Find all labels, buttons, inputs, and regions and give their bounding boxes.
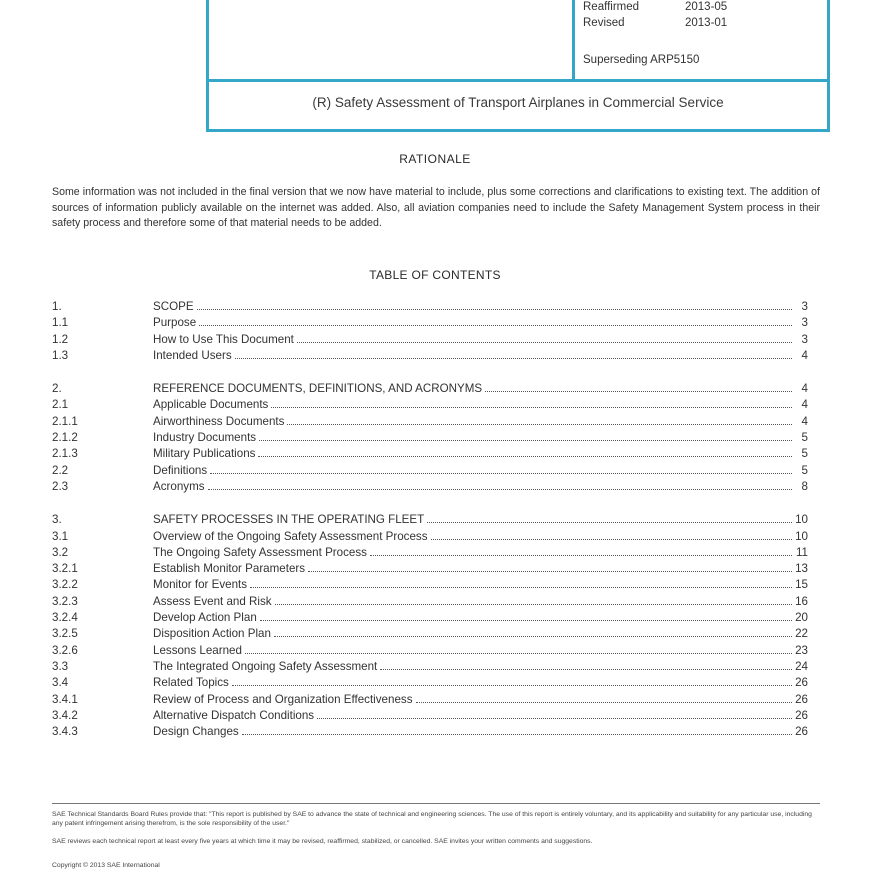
toc-leader-dots — [199, 325, 792, 326]
toc-entry-title: Definitions — [153, 463, 208, 477]
toc-entry-title: The Integrated Ongoing Safety Assessment — [153, 659, 378, 673]
toc-heading: TABLE OF CONTENTS — [369, 268, 501, 282]
toc-entry-title: SCOPE — [153, 300, 194, 313]
toc-entry[interactable] — [52, 530, 808, 546]
toc-entry-number: 3.2.1 — [52, 562, 78, 576]
toc-leader-dots — [317, 718, 792, 719]
toc-entry-number: 1.1 — [52, 316, 69, 330]
toc-leader-dots — [242, 734, 792, 735]
toc-leader-dots — [485, 391, 792, 392]
toc-entry-title: Acronyms — [153, 479, 205, 493]
toc-entry[interactable] — [52, 562, 808, 578]
toc-leader-dots — [308, 571, 792, 572]
toc-entry-number: 3.4.2 — [52, 708, 78, 722]
toc-entry-page: 24 — [795, 659, 808, 673]
toc-entry[interactable] — [52, 709, 808, 725]
toc-entry-number: 3.2.6 — [52, 643, 78, 657]
toc-entry-number: 2.2 — [52, 463, 69, 477]
toc-entry-page: 3 — [801, 332, 808, 346]
toc-entry-number: 2.1.3 — [52, 447, 78, 461]
toc-entry-page: 10 — [795, 513, 808, 527]
toc-entry[interactable] — [52, 627, 808, 643]
toc-entry[interactable] — [52, 676, 808, 692]
toc-entry-page: 10 — [795, 529, 808, 543]
footer-rules-text: SAE Technical Standards Board Rules provide that: "This report is published by SAE to advance the state of technical and engineering sciences. The use of this report is entirely voluntary, and its applicability and suitability for any particular use, including any patent infringement arising therefrom, is the sole responsibility of the user." — [52, 811, 812, 827]
toc-entry[interactable] — [52, 660, 808, 676]
status-label: Reaffirmed — [583, 1, 640, 13]
header-divider — [572, 0, 575, 82]
toc-leader-dots — [297, 342, 792, 343]
toc-leader-dots — [259, 440, 792, 441]
toc-entry-title: Purpose — [153, 316, 197, 330]
toc-leader-dots — [258, 456, 792, 457]
toc-leader-dots — [232, 685, 792, 686]
toc-section-group — [52, 513, 808, 741]
toc-entry[interactable] — [52, 431, 808, 447]
toc-entry-page: 3 — [801, 300, 808, 313]
status-revised — [583, 17, 727, 29]
toc-entry[interactable] — [52, 513, 808, 529]
header-top-section — [209, 0, 827, 82]
toc-entry-title: Industry Documents — [153, 431, 257, 445]
toc-entry-number: 2. — [52, 382, 62, 396]
toc-entry-number: 3.4.1 — [52, 692, 78, 706]
toc-leader-dots — [431, 539, 792, 540]
toc-leader-dots — [245, 653, 792, 654]
rationale-text: Some information was not included in the final version that we now have material to include, plus some corrections and clarifications to existing text. The addition of sources of information publicly available on the internet was added. Also, all aviation companies need to include the Safety Management System process in their safety process and therefore some of that material needs to be added. — [52, 186, 820, 229]
toc-leader-dots — [197, 309, 792, 310]
superseding-note: Superseding ARP5150 — [583, 54, 700, 66]
status-label: Revised — [583, 17, 625, 29]
toc-entry-number: 2.1.1 — [52, 414, 78, 428]
toc-entry[interactable] — [52, 693, 808, 709]
toc-entry-title: Assess Event and Risk — [153, 594, 272, 608]
toc-leader-dots — [208, 489, 792, 490]
status-value: 2013-01 — [685, 17, 728, 29]
toc-entry-title: Lessons Learned — [153, 643, 242, 657]
toc-entry-number: 3.2.2 — [52, 578, 78, 592]
toc-section-group — [52, 300, 808, 365]
toc-entry[interactable] — [52, 415, 808, 431]
toc-entry-page: 22 — [795, 627, 808, 641]
toc-entry-number: 3.3 — [52, 659, 69, 673]
toc-entry-page: 4 — [801, 348, 808, 362]
toc-entry[interactable] — [52, 398, 808, 414]
toc-entry-title: Related Topics — [153, 676, 229, 690]
toc-entry[interactable] — [52, 546, 808, 562]
toc-entry[interactable] — [52, 611, 808, 627]
toc-leader-dots — [370, 555, 792, 556]
toc-entry-title: Airworthiness Documents — [153, 414, 285, 428]
toc-entry-page: 13 — [795, 562, 808, 576]
toc-leader-dots — [235, 358, 792, 359]
toc-entry-number: 3.2.5 — [52, 627, 78, 641]
toc-entry[interactable] — [52, 300, 808, 316]
toc-leader-dots — [380, 669, 792, 670]
toc-entry-page: 26 — [795, 676, 808, 690]
toc-entry-title: Establish Monitor Parameters — [153, 562, 306, 576]
toc-entry-number: 2.3 — [52, 479, 69, 493]
toc-entry-title: Monitor for Events — [153, 578, 248, 592]
toc-entry[interactable] — [52, 595, 808, 611]
toc-entry-number: 3.2.3 — [52, 594, 78, 608]
toc-entry[interactable] — [52, 725, 808, 741]
toc-leader-dots — [287, 424, 792, 425]
toc-entry-page: 8 — [801, 479, 808, 493]
footer-review-text: SAE reviews each technical report at least every five years at which time it may be revised, reaffirmed, stabilized, or cancelled. SAE invites your written comments and suggestions. — [52, 838, 593, 845]
toc-entry-number: 3.4.3 — [52, 725, 78, 739]
toc-entry-page: 16 — [795, 594, 808, 608]
toc-entry-title: SAFETY PROCESSES IN THE OPERATING FLEET — [153, 513, 425, 527]
document-title: (R) Safety Assessment of Transport Airplanes in Commercial Service — [312, 95, 724, 110]
toc-entry-title: The Ongoing Safety Assessment Process — [153, 545, 367, 559]
toc-entry[interactable] — [52, 349, 808, 365]
table-of-contents — [52, 300, 808, 758]
toc-entry-page: 26 — [795, 725, 808, 739]
toc-entry[interactable] — [52, 480, 808, 496]
toc-entry-title: Intended Users — [153, 348, 232, 362]
status-reaffirmed — [583, 1, 727, 13]
toc-entry-title: Alternative Dispatch Conditions — [153, 708, 315, 722]
toc-entry-number: 2.1.2 — [52, 431, 78, 445]
toc-entry[interactable] — [52, 447, 808, 463]
toc-leader-dots — [416, 702, 793, 703]
toc-entry-page: 11 — [795, 545, 808, 559]
toc-entry-page: 4 — [801, 382, 808, 396]
toc-entry-page: 4 — [801, 398, 808, 412]
toc-entry-page: 3 — [801, 316, 808, 330]
toc-entry[interactable] — [52, 578, 808, 594]
footer-copyright: Copyright © 2013 SAE International — [52, 862, 160, 869]
toc-entry-title: Design Changes — [153, 725, 239, 739]
document-header-box — [206, 0, 830, 132]
toc-entry[interactable] — [52, 316, 808, 332]
toc-entry-title: Disposition Action Plan — [153, 627, 271, 641]
toc-entry[interactable] — [52, 333, 808, 349]
toc-entry-title: REFERENCE DOCUMENTS, DEFINITIONS, AND ACRONYMS — [153, 382, 483, 396]
toc-entry-page: 15 — [795, 578, 808, 592]
toc-entry-page: 26 — [795, 708, 808, 722]
toc-entry[interactable] — [52, 382, 808, 398]
toc-leader-dots — [260, 620, 792, 621]
toc-entry-page: 26 — [795, 692, 808, 706]
toc-entry-number: 3.2 — [52, 545, 69, 559]
toc-entry-number: 3.1 — [52, 529, 69, 543]
toc-leader-dots — [210, 473, 792, 474]
status-value: 2013-05 — [685, 1, 728, 13]
toc-entry-number: 3.4 — [52, 676, 69, 690]
toc-entry-page: 20 — [795, 611, 808, 625]
toc-entry-number: 1.3 — [52, 348, 69, 362]
rationale-heading: RATIONALE — [399, 152, 471, 166]
toc-entry[interactable] — [52, 464, 808, 480]
toc-leader-dots — [271, 407, 792, 408]
toc-leader-dots — [427, 522, 792, 523]
toc-entry-title: Review of Process and Organization Effectiveness — [153, 692, 413, 706]
toc-entry-page: 5 — [801, 431, 808, 445]
toc-entry-number: 3. — [52, 513, 62, 527]
toc-entry-number: 1. — [52, 300, 62, 313]
toc-entry-page: 23 — [795, 643, 808, 657]
toc-entry-page: 4 — [801, 414, 808, 428]
toc-entry-page: 5 — [801, 447, 808, 461]
toc-entry-title: Military Publications — [153, 447, 256, 461]
toc-section-group — [52, 382, 808, 496]
toc-entry-page: 5 — [801, 463, 808, 477]
toc-entry-number: 1.2 — [52, 332, 69, 346]
toc-leader-dots — [274, 636, 792, 637]
toc-entry-number: 2.1 — [52, 398, 69, 412]
toc-entry-number: 3.2.4 — [52, 611, 78, 625]
toc-entry-title: Applicable Documents — [153, 398, 269, 412]
toc-entry-title: Overview of the Ongoing Safety Assessment Process — [153, 529, 428, 543]
toc-leader-dots — [250, 587, 792, 588]
toc-entry-title: How to Use This Document — [153, 332, 294, 346]
toc-entry[interactable] — [52, 644, 808, 660]
toc-leader-dots — [275, 604, 792, 605]
toc-entry-title: Develop Action Plan — [153, 611, 257, 625]
footer-divider — [52, 803, 820, 804]
